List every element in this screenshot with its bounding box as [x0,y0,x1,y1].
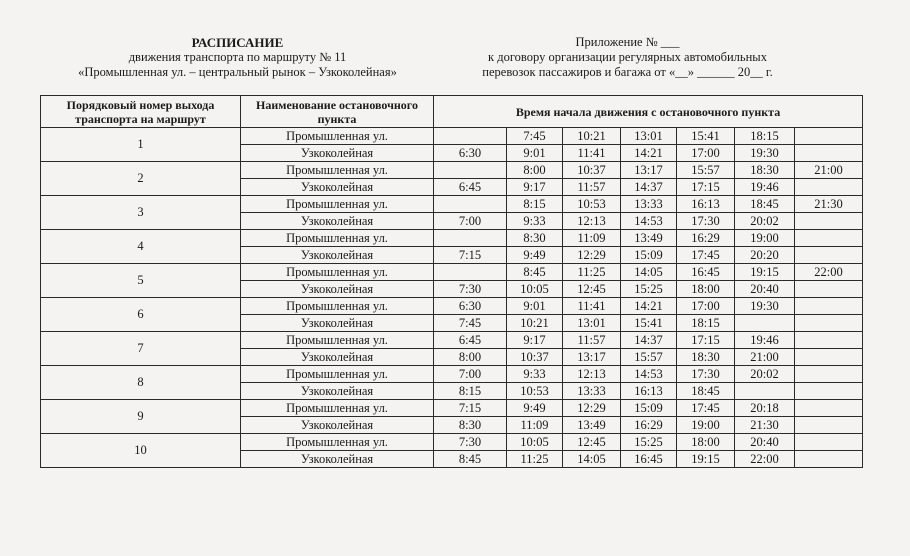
departure-time-cell [795,400,863,417]
departure-time-cell: 14:05 [621,264,677,281]
departure-time-cell: 18:45 [677,383,735,400]
departure-time-cell [795,145,863,162]
departure-time-cell: 12:45 [563,434,621,451]
departure-time-cell [434,196,507,213]
stop-name-header: Наименование остановочного пункта [241,96,434,128]
departure-time-cell: 8:00 [434,349,507,366]
contract-line-1: к договору организации регулярных автомобильных [488,50,767,64]
departure-time-cell: 8:15 [434,383,507,400]
exit-number-cell: 1 [41,128,241,162]
appendix-number: Приложение № ___ [575,35,680,49]
departure-time-cell: 6:45 [434,179,507,196]
departure-time-cell [795,179,863,196]
departure-time-cell [434,230,507,247]
departure-time-cell: 13:17 [621,162,677,179]
table-row [41,434,863,451]
route-stops: «Промышленная ул. – центральный рынок – Узкоколейная» [78,65,397,79]
departure-time-cell: 17:45 [677,400,735,417]
departure-time-cell: 15:41 [621,315,677,332]
departure-time-cell: 9:17 [507,179,563,196]
departure-time-cell: 19:15 [677,451,735,468]
stop-name-cell: Промышленная ул. [241,230,434,247]
departure-time-cell: 20:18 [735,400,795,417]
departure-time-cell: 9:01 [507,298,563,315]
stop-name-cell: Промышленная ул. [241,366,434,383]
stop-name-cell: Узкоколейная [241,315,434,332]
stop-name-cell: Узкоколейная [241,451,434,468]
stop-name-cell: Узкоколейная [241,213,434,230]
departure-time-cell: 14:37 [621,179,677,196]
table-row [41,366,863,383]
departure-time-cell: 19:15 [735,264,795,281]
departure-time-cell: 19:00 [677,417,735,434]
exit-number-cell: 10 [41,434,241,468]
exit-number-cell: 4 [41,230,241,264]
departure-time-cell: 16:29 [621,417,677,434]
departure-time-cell: 17:15 [677,332,735,349]
route-description: движения транспорта по маршруту № 11 [128,50,347,64]
departure-time-cell [434,264,507,281]
stop-name-cell: Промышленная ул. [241,128,434,145]
stop-name-cell: Узкоколейная [241,417,434,434]
departure-time-cell: 18:15 [735,128,795,145]
stop-name-cell: Узкоколейная [241,179,434,196]
departure-time-cell: 15:25 [621,434,677,451]
departure-time-cell: 17:00 [677,298,735,315]
departure-time-cell: 7:30 [434,281,507,298]
departure-time-cell [795,213,863,230]
departure-time-cell: 20:02 [735,366,795,383]
departure-time-cell [795,281,863,298]
schedule-heading [40,35,435,80]
exit-number-cell: 2 [41,162,241,196]
contract-line-2: перевозок пассажиров и багажа от «__» ______ 20__ г. [482,65,773,79]
departure-time-cell [795,366,863,383]
table-row [41,162,863,179]
stop-name-cell: Промышленная ул. [241,298,434,315]
departure-time-cell: 7:30 [434,434,507,451]
document-title: РАСПИСАНИЕ [191,35,284,50]
stop-name-cell: Узкоколейная [241,383,434,400]
departure-time-cell: 14:37 [621,332,677,349]
exit-number-cell: 3 [41,196,241,230]
departure-time-cell: 7:00 [434,213,507,230]
departure-time-cell: 19:30 [735,145,795,162]
departure-time-cell: 6:45 [434,332,507,349]
departure-time-cell: 8:45 [507,264,563,281]
departure-time-cell: 16:45 [621,451,677,468]
departure-time-cell [795,349,863,366]
departure-time-cell: 10:37 [507,349,563,366]
departure-time-cell: 11:25 [563,264,621,281]
departure-time-cell [795,434,863,451]
departure-time-cell: 18:45 [735,196,795,213]
departure-time-cell: 16:13 [621,383,677,400]
departure-time-cell: 11:41 [563,298,621,315]
departure-time-cell: 6:30 [434,145,507,162]
departure-time-cell: 11:57 [563,179,621,196]
departure-time-cell: 21:30 [795,196,863,213]
departure-time-cell: 20:40 [735,281,795,298]
departure-time-cell: 13:17 [563,349,621,366]
departure-time-cell: 9:49 [507,400,563,417]
exit-number-cell: 7 [41,332,241,366]
table-row [41,400,863,417]
departure-time-cell: 21:00 [735,349,795,366]
stop-name-cell: Промышленная ул. [241,196,434,213]
schedule-table [40,95,863,468]
departure-time-cell: 10:21 [507,315,563,332]
stop-name-cell: Промышленная ул. [241,332,434,349]
departure-time-cell [795,298,863,315]
departure-time-cell: 8:30 [434,417,507,434]
departure-time-cell [795,247,863,264]
departure-time-cell: 22:00 [795,264,863,281]
departure-time-cell [735,315,795,332]
departure-time-cell: 13:33 [621,196,677,213]
stop-name-cell: Узкоколейная [241,281,434,298]
departure-time-cell: 17:45 [677,247,735,264]
departure-time-cell [795,128,863,145]
departure-time-cell: 9:33 [507,213,563,230]
departure-time-cell [795,383,863,400]
departure-time-cell: 7:45 [434,315,507,332]
stop-name-cell: Узкоколейная [241,349,434,366]
departure-time-cell: 12:45 [563,281,621,298]
departure-time-cell: 15:09 [621,400,677,417]
table-row [41,196,863,213]
departure-time-cell: 13:33 [563,383,621,400]
departure-time-cell [434,128,507,145]
departure-time-cell: 16:29 [677,230,735,247]
exit-number-header: Порядковый номер выхода транспорта на маршрут [41,96,241,128]
table-header-row [41,96,863,128]
departure-time-cell: 9:49 [507,247,563,264]
departure-times-header: Время начала движения с остановочного пункта [434,96,863,128]
departure-time-cell: 7:00 [434,366,507,383]
departure-time-cell: 13:49 [621,230,677,247]
exit-number-cell: 6 [41,298,241,332]
departure-time-cell: 10:21 [563,128,621,145]
departure-time-cell: 12:13 [563,213,621,230]
departure-time-cell: 15:57 [677,162,735,179]
departure-time-cell: 16:13 [677,196,735,213]
departure-time-cell: 18:15 [677,315,735,332]
departure-time-cell: 10:05 [507,281,563,298]
departure-time-cell: 14:05 [563,451,621,468]
table-row [41,128,863,145]
departure-time-cell: 15:57 [621,349,677,366]
departure-time-cell: 11:09 [507,417,563,434]
departure-time-cell: 10:53 [507,383,563,400]
departure-time-cell: 9:33 [507,366,563,383]
departure-time-cell: 7:15 [434,400,507,417]
departure-time-cell: 13:01 [621,128,677,145]
departure-time-cell: 18:00 [677,281,735,298]
exit-number-cell: 8 [41,366,241,400]
departure-time-cell [434,162,507,179]
stop-name-cell: Узкоколейная [241,247,434,264]
stop-name-cell: Промышленная ул. [241,400,434,417]
departure-time-cell: 13:49 [563,417,621,434]
table-row [41,332,863,349]
departure-time-cell [795,451,863,468]
departure-time-cell: 15:09 [621,247,677,264]
departure-time-cell: 17:30 [677,366,735,383]
departure-time-cell: 7:45 [507,128,563,145]
departure-time-cell: 14:21 [621,145,677,162]
departure-time-cell: 19:46 [735,179,795,196]
exit-number-cell: 9 [41,400,241,434]
departure-time-cell: 14:53 [621,366,677,383]
departure-time-cell: 19:30 [735,298,795,315]
departure-time-cell: 15:41 [677,128,735,145]
stop-name-cell: Узкоколейная [241,145,434,162]
departure-time-cell: 8:00 [507,162,563,179]
departure-time-cell: 12:29 [563,400,621,417]
departure-time-cell: 8:30 [507,230,563,247]
departure-time-cell: 11:57 [563,332,621,349]
departure-time-cell: 20:20 [735,247,795,264]
departure-time-cell: 10:37 [563,162,621,179]
departure-time-cell: 14:21 [621,298,677,315]
table-row [41,230,863,247]
departure-time-cell: 22:00 [735,451,795,468]
departure-time-cell [735,383,795,400]
stop-name-cell: Промышленная ул. [241,264,434,281]
departure-time-cell: 18:00 [677,434,735,451]
departure-time-cell: 18:30 [735,162,795,179]
departure-time-cell: 9:01 [507,145,563,162]
table-row [41,264,863,281]
departure-time-cell [795,332,863,349]
departure-time-cell: 20:02 [735,213,795,230]
departure-time-cell: 10:53 [563,196,621,213]
departure-time-cell: 6:30 [434,298,507,315]
stop-name-cell: Промышленная ул. [241,434,434,451]
table-row [41,298,863,315]
schedule-body [41,128,863,468]
departure-time-cell [795,417,863,434]
departure-time-cell: 17:15 [677,179,735,196]
departure-time-cell: 12:13 [563,366,621,383]
departure-time-cell: 11:41 [563,145,621,162]
departure-time-cell: 12:29 [563,247,621,264]
departure-time-cell: 21:00 [795,162,863,179]
exit-number-cell: 5 [41,264,241,298]
stop-name-cell: Промышленная ул. [241,162,434,179]
departure-time-cell: 9:17 [507,332,563,349]
departure-time-cell [795,230,863,247]
departure-time-cell: 21:30 [735,417,795,434]
departure-time-cell: 17:30 [677,213,735,230]
departure-time-cell: 19:46 [735,332,795,349]
departure-time-cell: 10:05 [507,434,563,451]
departure-time-cell: 19:00 [735,230,795,247]
departure-time-cell: 17:00 [677,145,735,162]
departure-time-cell [795,315,863,332]
departure-time-cell: 18:30 [677,349,735,366]
departure-time-cell: 20:40 [735,434,795,451]
departure-time-cell: 14:53 [621,213,677,230]
departure-time-cell: 8:45 [434,451,507,468]
departure-time-cell: 15:25 [621,281,677,298]
departure-time-cell: 8:15 [507,196,563,213]
departure-time-cell: 11:09 [563,230,621,247]
departure-time-cell: 11:25 [507,451,563,468]
departure-time-cell: 13:01 [563,315,621,332]
departure-time-cell: 16:45 [677,264,735,281]
appendix-heading [455,35,800,80]
departure-time-cell: 7:15 [434,247,507,264]
